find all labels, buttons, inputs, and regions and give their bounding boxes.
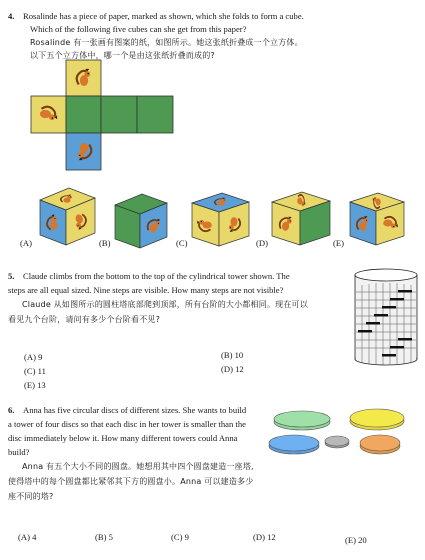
q5-option-c[interactable]: (C) 11 <box>24 366 46 376</box>
q5-option-b[interactable]: (B) 10 <box>221 350 244 360</box>
q6-text-cn3: 座不同的塔? <box>8 492 54 501</box>
q4-number: 4. <box>8 11 15 21</box>
q6-option-b[interactable]: (B) 5 <box>95 532 113 542</box>
q5-option-d[interactable]: (D) 12 <box>221 364 244 374</box>
q6-text-cn1: Anna 有五个大小不同的圆盘。她想用其中四个圆盘建造一座塔, <box>22 462 254 471</box>
q4-text-cn1: Rosalinde 有一张画有图案的纸，如图所示。她这张纸折叠成一个立方体。 <box>30 38 303 47</box>
q6-option-e[interactable]: (E) 20 <box>345 535 367 545</box>
q4-option-e[interactable]: (E) <box>333 238 344 248</box>
q5-text-line1: Claude climbs from the bottom to the top of the cylindrical tower shown. The <box>23 271 290 281</box>
disc-orange <box>360 435 400 454</box>
q6-number: 6. <box>8 405 15 415</box>
q4-option-c[interactable]: (C) <box>176 238 188 248</box>
q5-text-cn2: 看见九个台阶，请问有多少个台阶看不见? <box>8 315 161 324</box>
q6-text-line2: a tower of four discs so that each disc in her tower is smaller than the <box>8 419 246 429</box>
q5-option-a[interactable]: (A) 9 <box>24 352 43 362</box>
disc-blue <box>269 435 319 454</box>
q5-text-line2: steps are all equal sized. Nine steps are visible. How many steps are not visible? <box>8 285 284 295</box>
q5-number: 5. <box>8 271 15 281</box>
q6-text-line1: Anna has five circular discs of different sizes. She wants to build <box>23 405 247 415</box>
q4-text-line2: Which of the following five cubes can she get from this paper? <box>30 24 247 34</box>
q4-text-cn2: 以下五个立方体中，哪一个是由这张纸折叠而成的? <box>30 51 215 60</box>
q6-option-a[interactable]: (A) 4 <box>18 532 37 542</box>
q5-option-e[interactable]: (E) 13 <box>24 380 46 390</box>
q4-option-d[interactable]: (D) <box>256 238 268 248</box>
q6-option-d[interactable]: (D) 12 <box>253 532 276 542</box>
disc-green <box>274 411 330 430</box>
q6-text-line3: disc immediately below it. How many different towers could Anna <box>8 433 238 443</box>
q4-option-a[interactable]: (A) <box>20 238 32 248</box>
q6-text-cn2: 使得塔中的每个圆盘都比紧邻其下方的圆盘小。Anna 可以建造多少 <box>8 477 254 486</box>
q6-text-line4: build? <box>8 447 30 457</box>
q5-text-cn1: Claude 从如图所示的圆柱塔底部爬到顶部，所有台阶的大小都相同。现在可以 <box>22 300 308 309</box>
disc-yellow <box>350 409 404 430</box>
q4-text-line1: Rosalinde has a piece of paper, marked as shown, which she folds to form a cube. <box>23 11 304 21</box>
q4-option-b[interactable]: (B) <box>99 238 111 248</box>
q6-option-c[interactable]: (C) 9 <box>171 532 189 542</box>
disc-gray <box>325 436 349 448</box>
